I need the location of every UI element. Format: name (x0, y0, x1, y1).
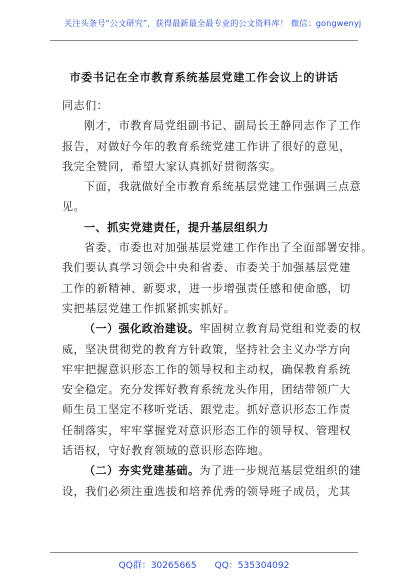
subsection-line (62, 461, 362, 481)
subsection-text: 牢固树立教育局党组和党委的权 (199, 322, 362, 336)
paragraph-line: 师生员工坚定不移听党话、跟党走。抓好意识形态工作责 (62, 403, 351, 417)
paragraph-line: 工作的新精神、新要求，进一步增强责任感和使命感，切 (62, 281, 351, 295)
section-heading: 一、抓实党建责任，提升基层组织力 (84, 220, 269, 234)
paragraph-line: 安全稳定。充分发挥好教育系统龙头作用，团结带领广大 (62, 383, 351, 397)
paragraph-line: 实把基层党建工作抓紧抓实抓好。 (62, 301, 236, 315)
salutation: 同志们： (62, 99, 109, 112)
qq-number-text: QQ：535304092 (214, 561, 290, 571)
document-title: 市委书记在全市教育系统基层党建工作会议上的讲话 (69, 71, 339, 84)
paragraph-line: 下面，我就做好全市教育系统基层党建工作强调三点意 (84, 180, 362, 194)
subsection-text: 为了进一步规范基层党组织的建 (199, 464, 362, 478)
subsection-heading: （二）夯实党建基础。 (84, 464, 200, 478)
qq-group-text: QQ群：30265665 (118, 561, 197, 571)
paragraph-line: 设，我们必须注重选拔和培养优秀的领导班子成员，尤其 (62, 484, 351, 498)
paragraph-line: 牢牢把握意识形态工作的领导权和主动权，确保教育系统 (62, 362, 351, 376)
header-divider (50, 40, 358, 41)
paragraph-line: 话语权，守好教育领域的意识形态阵地。 (62, 444, 270, 458)
footer-contact (0, 558, 408, 571)
paragraph-line: 刚才，市教育局党组副书记、副局长王静同志作了工作 (84, 119, 362, 133)
paragraph-line: 任制落实，牢牢掌握党对意识形态工作的领导权、管理权 (62, 423, 351, 437)
subsection-heading: （一）强化政治建设。 (84, 322, 200, 336)
subsection-line (62, 319, 362, 339)
paragraph-line: 威，坚决贯彻党的教育方针政策，坚持社会主义办学方向 (62, 342, 351, 356)
paragraph-line: 我完全赞同，希望大家认真抓好贯彻落实。 (62, 159, 282, 173)
paragraph-line: 我们要认真学习领会中央和省委、市委关于加强基层党建 (62, 261, 351, 275)
document-body (62, 96, 373, 502)
paragraph-line: 省委、市委也对加强基层党建工作作出了全面部署安排。 (84, 241, 373, 255)
paragraph-line: 报告，对做好今年的教育系统党建工作讲了很好的意见， (62, 139, 351, 153)
header-banner: 关注头条号“公文研究”，获得最新最全最专业的公文资料库！ 微信：gongwenyj (64, 18, 362, 28)
footer-divider (50, 552, 358, 553)
paragraph-line: 见。 (62, 200, 86, 214)
